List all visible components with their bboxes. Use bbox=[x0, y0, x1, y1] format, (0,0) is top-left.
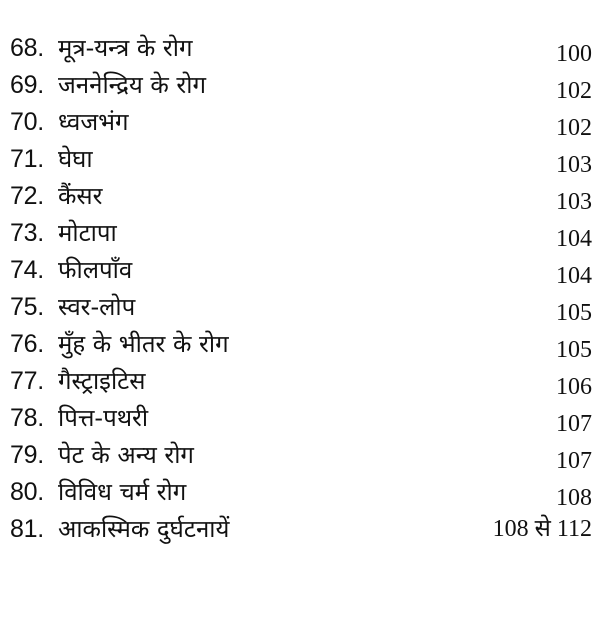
entry-page: 102 bbox=[556, 78, 592, 104]
toc-entry bbox=[0, 67, 600, 103]
entry-number: 78. bbox=[10, 404, 44, 432]
entry-page: 107 bbox=[556, 448, 592, 474]
toc-entry bbox=[0, 30, 600, 66]
entry-page: 103 bbox=[556, 189, 592, 215]
entry-page: 104 bbox=[556, 263, 592, 289]
toc-entry bbox=[0, 252, 600, 288]
entry-page: 104 bbox=[556, 226, 592, 252]
entry-title: पित्त-पथरी bbox=[58, 404, 149, 432]
entry-number: 79. bbox=[10, 441, 44, 469]
entry-title: मुँह के भीतर के रोग bbox=[58, 330, 229, 358]
entry-number: 71. bbox=[10, 145, 44, 173]
toc-entry bbox=[0, 511, 600, 547]
entry-title: घेघा bbox=[58, 145, 93, 173]
entry-page: 107 bbox=[556, 411, 592, 437]
toc-entry bbox=[0, 437, 600, 473]
entry-page: 106 bbox=[556, 374, 592, 400]
entry-number: 72. bbox=[10, 182, 44, 210]
toc-entry bbox=[0, 289, 600, 325]
entry-title: जननेन्द्रिय के रोग bbox=[58, 71, 206, 99]
entry-title: फीलपाँव bbox=[58, 256, 133, 284]
entry-title: स्वर-लोप bbox=[58, 293, 136, 321]
entry-title: गैस्ट्राइटिस bbox=[58, 367, 146, 395]
entry-number: 73. bbox=[10, 219, 44, 247]
entry-number: 68. bbox=[10, 34, 44, 62]
entry-page: 105 bbox=[556, 300, 592, 326]
entry-title: मूत्र-यन्त्र के रोग bbox=[58, 34, 193, 62]
toc-entry bbox=[0, 141, 600, 177]
entry-title: आकस्मिक दुर्घटनायें bbox=[58, 515, 230, 543]
entry-number: 70. bbox=[10, 108, 44, 136]
entry-number: 81. bbox=[10, 515, 44, 543]
entry-title: पेट के अन्य रोग bbox=[58, 441, 194, 469]
entry-title: कैंसर bbox=[58, 182, 103, 210]
toc-entry bbox=[0, 400, 600, 436]
toc-entry bbox=[0, 178, 600, 214]
entry-page: 108 bbox=[556, 485, 592, 511]
toc-entry bbox=[0, 363, 600, 399]
toc-entry bbox=[0, 326, 600, 362]
entry-title: ध्वजभंग bbox=[58, 108, 129, 136]
entry-page: 102 bbox=[556, 115, 592, 141]
table-of-contents bbox=[0, 30, 600, 560]
entry-page: 100 bbox=[556, 41, 592, 67]
entry-page: 105 bbox=[556, 337, 592, 363]
toc-entry bbox=[0, 474, 600, 510]
entry-number: 75. bbox=[10, 293, 44, 321]
entry-number: 80. bbox=[10, 478, 44, 506]
entry-page: 103 bbox=[556, 152, 592, 178]
entry-number: 74. bbox=[10, 256, 44, 284]
toc-entry bbox=[0, 104, 600, 140]
entry-title: विविध चर्म रोग bbox=[58, 478, 187, 506]
entry-title: मोटापा bbox=[58, 219, 117, 247]
entry-page: 108 से 112 bbox=[492, 516, 592, 542]
entry-number: 76. bbox=[10, 330, 44, 358]
entry-number: 77. bbox=[10, 367, 44, 395]
toc-entry bbox=[0, 215, 600, 251]
entry-number: 69. bbox=[10, 71, 44, 99]
